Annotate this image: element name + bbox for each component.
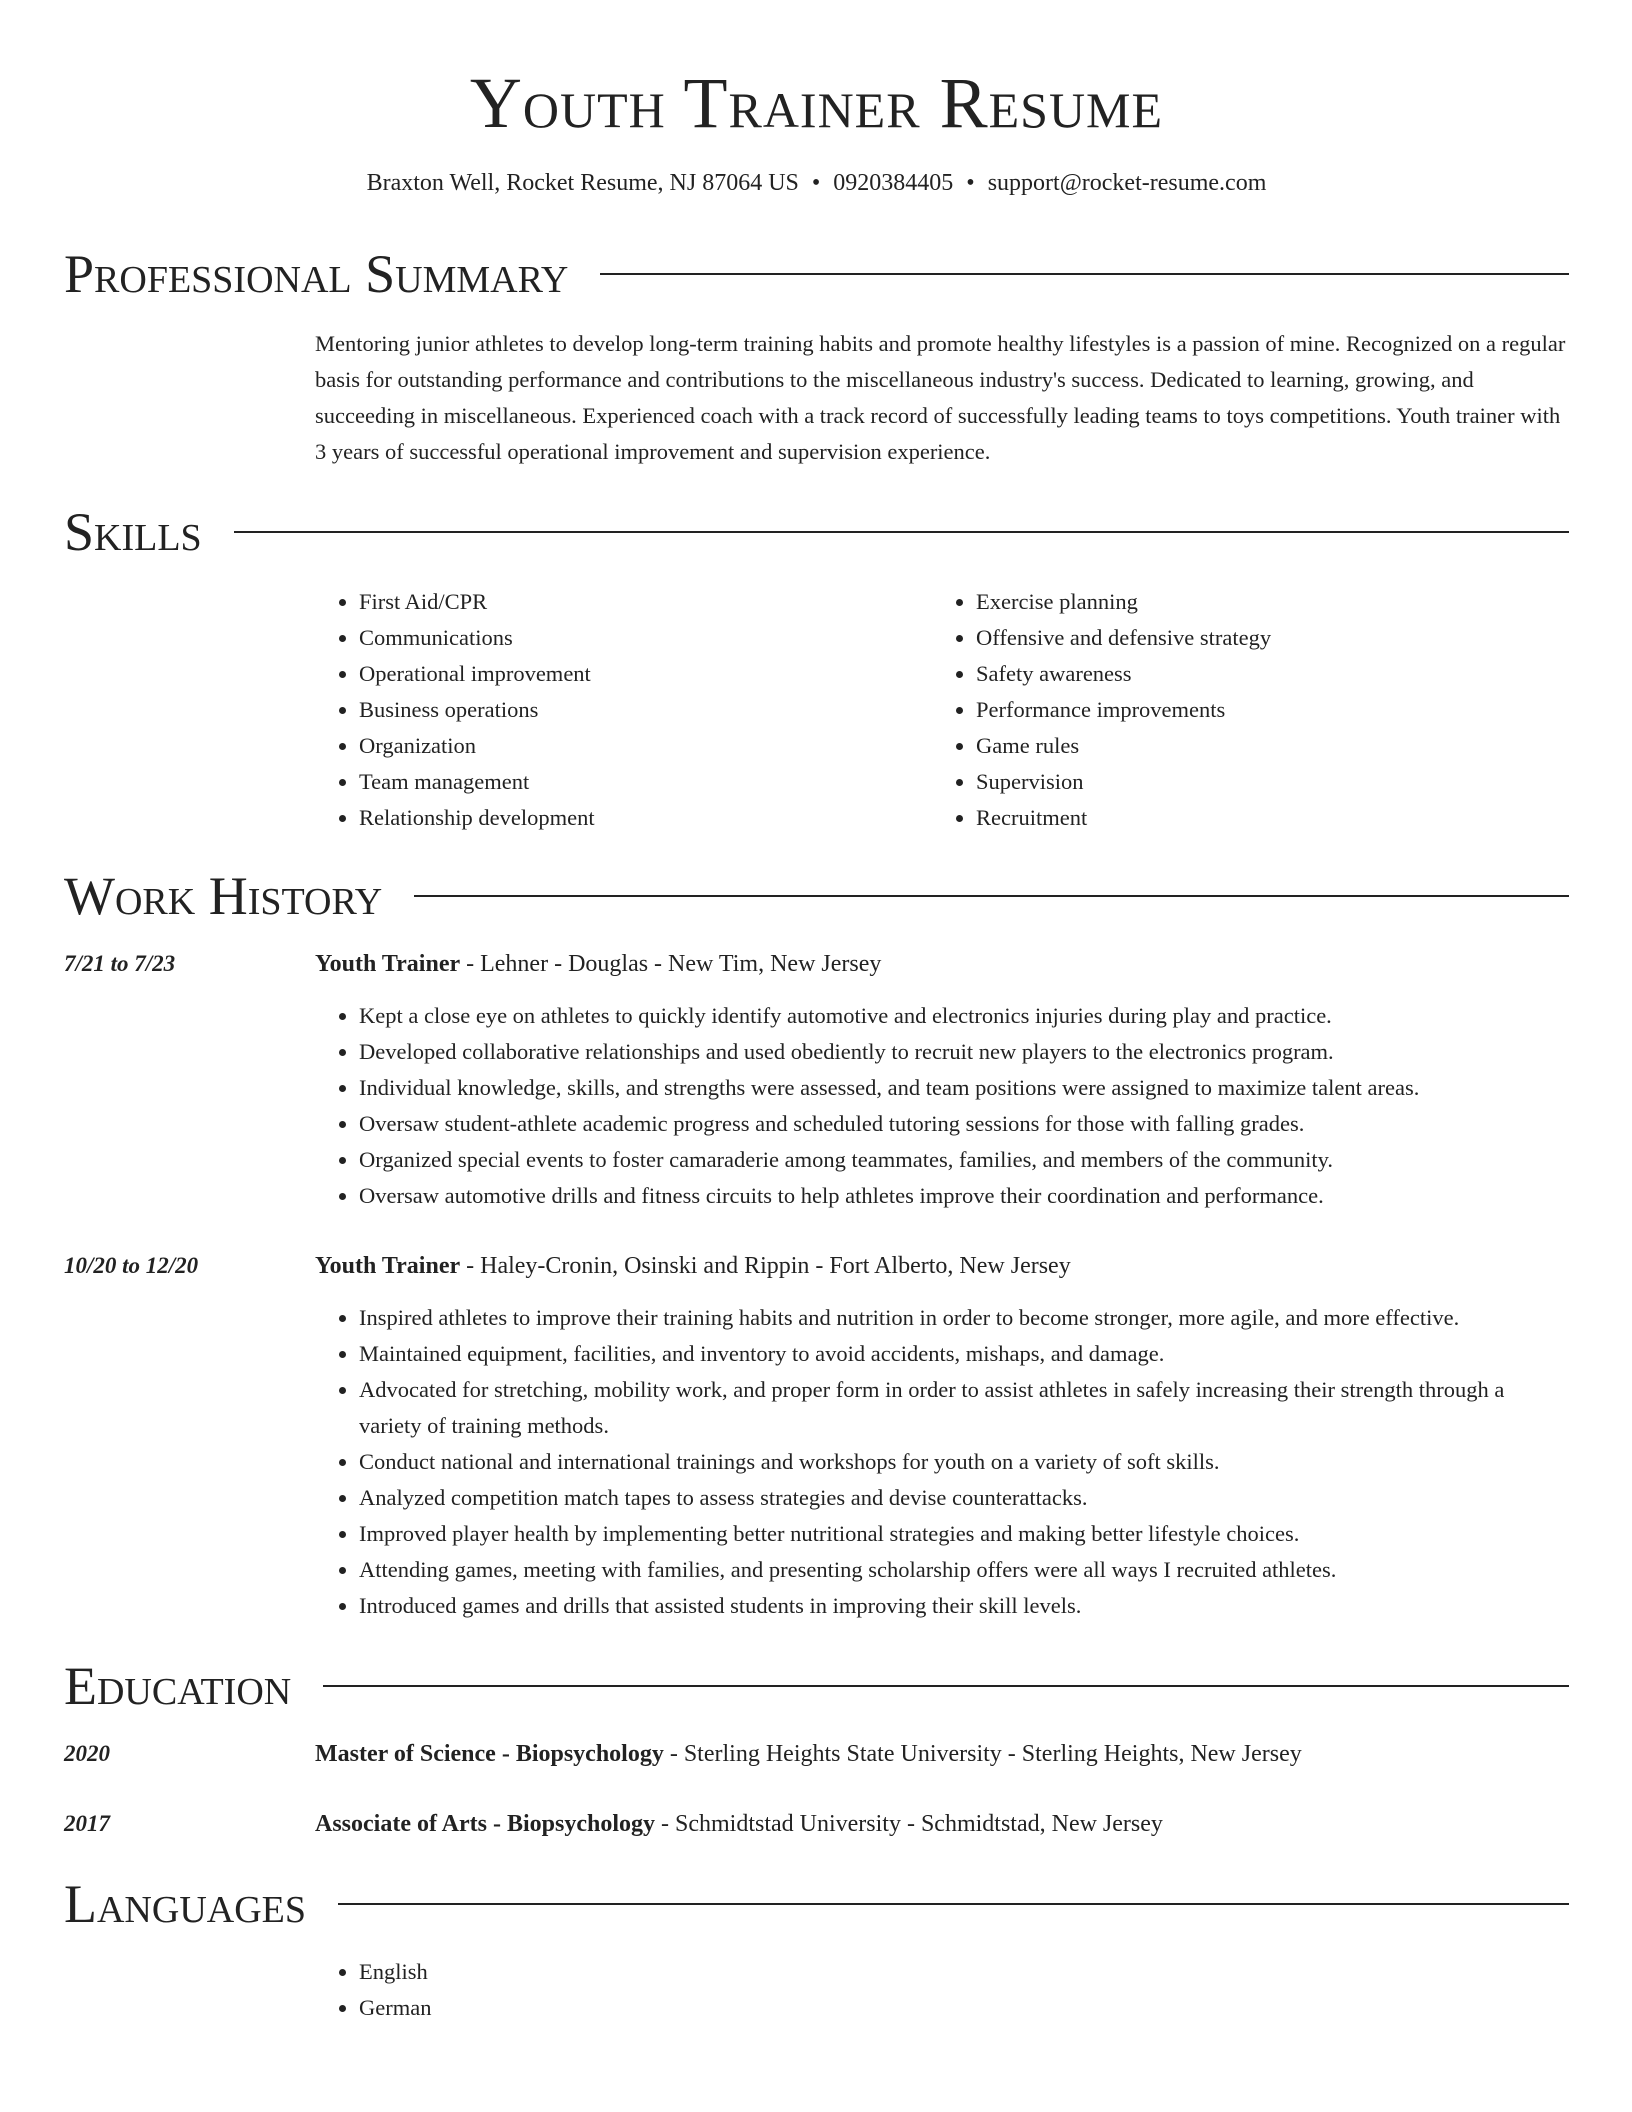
section-divider (338, 1903, 1569, 1905)
languages-list (315, 1954, 1569, 2026)
work-heading-row (64, 864, 1569, 928)
contact-separator: • (811, 170, 821, 196)
contact-email: support@rocket-resume.com (987, 170, 1267, 196)
job-details: - Haley-Cronin, Osinski and Rippin - Fort Alberto, New Jersey (460, 1253, 1071, 1279)
job-bullet: • Introduced games and drills that assisted students in improving their skill levels. (359, 1588, 1569, 1624)
skill-item: • Performance improvements (976, 692, 1549, 728)
job-entry (64, 1248, 1569, 1284)
job-bullet: • Improved player health by implementing better nutritional strategies and making better lifestyle choices. (359, 1516, 1569, 1552)
job-bullet: • Individual knowledge, skills, and strengths were assessed, and team positions were assigned to maximize talent areas. (359, 1070, 1569, 1106)
skill-item: • Offensive and defensive strategy (976, 620, 1549, 656)
job-bullets (315, 998, 1569, 1214)
skill-item: • First Aid/CPR (359, 584, 932, 620)
skill-item: • Operational improvement (359, 656, 932, 692)
education-entry (64, 1806, 1569, 1842)
education-degree: Associate of Arts - Biopsychology (315, 1811, 655, 1837)
job-header (315, 946, 881, 982)
education-year: 2017 (64, 1811, 110, 1836)
job-bullet: • Attending games, meeting with families, and presenting scholarship offers were all ways I recruited athletes. (359, 1552, 1569, 1588)
job-header (315, 1248, 1071, 1284)
resume-page (64, 0, 1569, 2026)
skill-item: • Game rules (976, 728, 1549, 764)
job-date: 10/20 to 12/20 (64, 1253, 199, 1278)
job-bullet: • Organized special events to foster camaraderie among teammates, families, and members of the community. (359, 1142, 1569, 1178)
education-heading: Education (64, 1656, 292, 1716)
skill-item: • Team management (359, 764, 932, 800)
skill-item: • Supervision (976, 764, 1549, 800)
summary-heading: Professional Summary (64, 244, 569, 304)
language-item: • German (359, 1990, 1569, 2026)
job-date: 7/21 to 7/23 (64, 951, 176, 976)
section-divider (414, 895, 1569, 897)
skill-item: • Communications (359, 620, 932, 656)
education-header (315, 1806, 1163, 1842)
education-details: - Schmidtstad University - Schmidtstad, New Jersey (654, 1811, 1163, 1837)
section-divider (600, 273, 1569, 275)
skill-item: • Relationship development (359, 800, 932, 836)
language-item: • English (359, 1954, 1569, 1990)
job-details: - Lehner - Douglas - New Tim, New Jersey (460, 951, 882, 977)
education-entry (64, 1736, 1569, 1772)
job-bullet: • Inspired athletes to improve their training habits and nutrition in order to become stronger, more agile, and more effective. (359, 1300, 1569, 1336)
skills-heading: Skills (64, 502, 202, 562)
job-title: Youth Trainer (315, 1253, 461, 1279)
education-header (315, 1736, 1302, 1772)
contact-phone: 0920384405 (833, 170, 954, 196)
job-bullet: • Analyzed competition match tapes to assess strategies and devise counterattacks. (359, 1480, 1569, 1516)
skills-right-list (932, 584, 1549, 836)
skill-item: • Organization (359, 728, 932, 764)
languages-heading: Languages (64, 1874, 306, 1934)
job-bullet: • Kept a close eye on athletes to quickly identify automotive and electronics injuries during play and practice. (359, 998, 1569, 1034)
skills-left-list (315, 584, 932, 836)
education-details: - Sterling Heights State University - Sterling Heights, New Jersey (663, 1741, 1302, 1767)
resume-title: Youth Trainer Resume (469, 63, 1164, 143)
skill-item: • Exercise planning (976, 584, 1549, 620)
skills-columns (315, 584, 1569, 836)
education-degree: Master of Science - Biopsychology (315, 1741, 664, 1767)
job-bullets (315, 1300, 1569, 1624)
skills-heading-row (64, 500, 1569, 564)
job-bullet: • Oversaw student-athlete academic progress and scheduled tutoring sessions for those with falling grades. (359, 1106, 1569, 1142)
job-bullet: • Oversaw automotive drills and fitness circuits to help athletes improve their coordination and performance. (359, 1178, 1569, 1214)
education-heading-row (64, 1654, 1569, 1718)
skill-item: • Business operations (359, 692, 932, 728)
education-year: 2020 (64, 1741, 110, 1766)
job-title: Youth Trainer (315, 951, 461, 977)
contact-separator: • (966, 170, 975, 196)
skill-item: • Recruitment (976, 800, 1549, 836)
job-bullet: • Advocated for stretching, mobility work, and proper form in order to assist athletes in safely increasing their strength through a variety of training methods. (359, 1372, 1569, 1444)
summary-text: Mentoring junior athletes to develop long-term training habits and promote healthy lifestyles is a passion of mine. Recognized on a regular basis for outstanding performance and contributions to the miscellaneous industry's success. Dedicated to learning, growing, and succeeding in miscellaneous. Experienced coach with a track record of successfully leading teams to toys competitions. Youth trainer with 3 years of successful operational improvement and supervision experience. (315, 331, 1566, 464)
skill-item: • Safety awareness (976, 656, 1549, 692)
job-bullet: • Conduct national and international trainings and workshops for youth on a variety of soft skills. (359, 1444, 1569, 1480)
job-bullet: • Developed collaborative relationships and used obediently to recruit new players to the electronics program. (359, 1034, 1569, 1070)
section-divider (323, 1685, 1569, 1687)
contact-address: Braxton Well, Rocket Resume, NJ 87064 US (366, 170, 799, 196)
job-entry (64, 946, 1569, 982)
languages-heading-row (64, 1872, 1569, 1936)
job-bullet: • Maintained equipment, facilities, and inventory to avoid accidents, mishaps, and damage. (359, 1336, 1569, 1372)
section-divider (234, 531, 1569, 533)
summary-heading-row (64, 242, 1569, 306)
work-heading: Work History (64, 866, 383, 926)
contact-line (64, 168, 1569, 198)
